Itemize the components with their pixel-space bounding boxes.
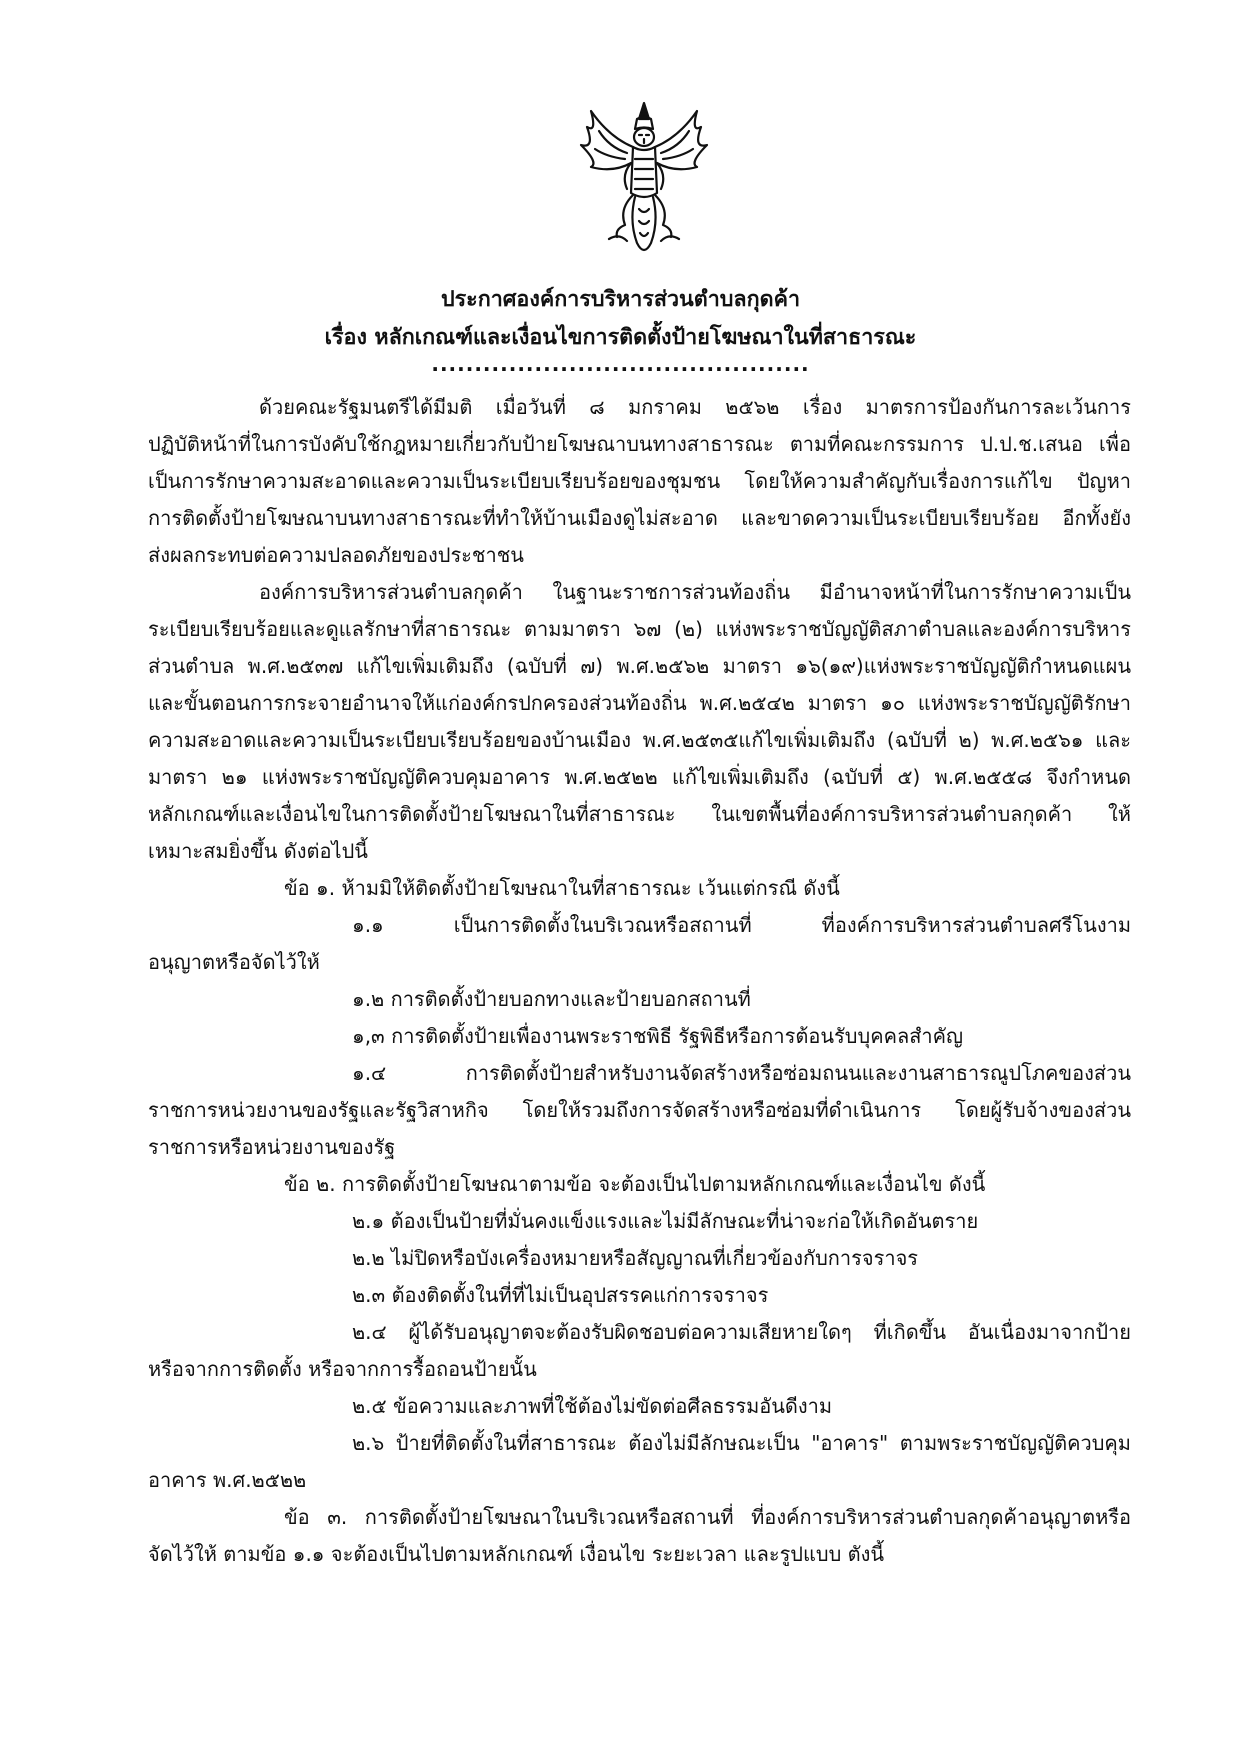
paragraph-line: ราชการหน่วยงานของรัฐและรัฐวิสาหกิจ โดยให้รวมถึงการจัดสร้างหรือซ่อมที่ดำเนินการ โดยผู้รับจ้างของส่วน (148, 1098, 1131, 1122)
paragraph-line: จัดไว้ให้ ตามข้อ ๑.๑ จะต้องเป็นไปตามหลักเกณฑ์ เงื่อนไข ระยะเวลา และรูปแบบ ตังนี้ (148, 1542, 885, 1566)
paragraph-line: ด้วยคณะรัฐมนตรีได้มีมติ เมื่อวันที่ ๘ มกราคม ๒๕๖๒ เรื่อง มาตรการป้องกันการละเว้นการ (259, 395, 1131, 419)
paragraph-line: ความสะอาดและความเป็นระเบียบเรียบร้อยของบ้านเมือง พ.ศ.๒๕๓๕แก้ไขเพิ่มเติมถึง (ฉบับที่ ๒) พ.ศ.๒๕๖๑ และ (148, 728, 1131, 752)
paragraph-line: ปฏิบัติหน้าที่ในการบังคับใช้กฎหมายเกี่ยวกับป้ายโฆษณาบนทางสาธารณะ ตามที่คณะกรรมการ ป.ป.ช.เสนอ เพื่อ (148, 432, 1131, 456)
clause-heading: ข้อ ๑. ห้ามมิให้ติดตั้งป้ายโฆษณาในที่สาธารณะ เว้นแต่กรณี ดังนี้ (284, 876, 840, 900)
sub-clause: ๑.๑ เป็นการติดตั้งในบริเวณหรือสถานที่ ที่องค์การบริหารส่วนตำบลศรีโนงาม (352, 913, 1131, 937)
sub-clause: ๒.๑ ต้องเป็นป้ายที่มั่นคงแข็งแรงและไม่มีลักษณะที่น่าจะก่อให้เกิดอันตราย (352, 1209, 979, 1233)
paragraph-line: เหมาะสมยิ่งขึ้น ดังต่อไปนี้ (148, 839, 368, 863)
sub-clause: ๑.๒ การติดตั้งป้ายบอกทางและป้ายบอกสถานที่ (352, 987, 751, 1011)
paragraph-line: ส่งผลกระทบต่อความปลอดภัยของประชาชน (148, 543, 524, 567)
sub-clause: ๒.๓ ต้องติดตั้งในที่ที่ไม่เป็นอุปสรรคแก่การจราจร (352, 1283, 769, 1307)
sub-clause: ๑.๔ การติดตั้งป้ายสำหรับงานจัดสร้างหรือซ่อมถนนและงานสาธารณูปโภคของส่วน (352, 1061, 1131, 1085)
paragraph-line: ราชการหรือหน่วยงานของรัฐ (148, 1135, 396, 1159)
sub-clause: ๑,๓ การติดตั้งป้ายเพื่องานพระราชพิธี รัฐพิธีหรือการต้อนรับบุคคลสำคัญ (352, 1024, 964, 1048)
sub-clause: ๒.๔ ผู้ได้รับอนุญาตจะต้องรับผิดชอบต่อความเสียหายใดๆ ที่เกิดขึ้น อันเนื่องมาจากป้าย (352, 1320, 1131, 1344)
announcement-title: ประกาศองค์การบริหารส่วนตำบลกุดค้า (440, 287, 801, 312)
paragraph-line: อนุญาตหรือจัดไว้ให้ (148, 950, 320, 974)
paragraph-line: ระเบียบเรียบร้อยและดูแลรักษาที่สาธารณะ ตามมาตรา ๖๗ (๒) แห่งพระราชบัญญัติสภาตำบลและองค์การบริหาร (148, 617, 1131, 641)
clause-heading: ข้อ ๒. การติดตั้งป้ายโฆษณาตามข้อ จะต้องเป็นไปตามหลักเกณฑ์และเงื่อนไข ดังนี้ (284, 1172, 986, 1196)
title-separator: ............................................ (431, 352, 810, 376)
sub-clause: ๒.๒ ไม่ปิดหรือบังเครื่องหมายหรือสัญญาณที่เกี่ยวข้องกับการจราจร (352, 1246, 919, 1270)
sub-clause: ๒.๖ ป้ายที่ติดตั้งในที่สาธารณะ ต้องไม่มีลักษณะเป็น "อาคาร" ตามพระราชบัญญัติควบคุม (352, 1431, 1131, 1455)
paragraph-line: ส่วนตำบล พ.ศ.๒๕๓๗ แก้ไขเพิ่มเติมถึง (ฉบับที่ ๗) พ.ศ.๒๕๖๒ มาตรา ๑๖(๑๙)แห่งพระราชบัญญัติกำหนดแผน (148, 654, 1131, 678)
paragraph-line: และขั้นตอนการกระจายอำนาจให้แก่องค์กรปกครองส่วนท้องถิ่น พ.ศ.๒๕๔๒ มาตรา ๑๐ แห่งพระราชบัญญัติรักษา (148, 691, 1131, 715)
paragraph-line: อาคาร พ.ศ.๒๕๒๒ (148, 1468, 307, 1492)
sub-clause: ๒.๕ ข้อความและภาพที่ใช้ต้องไม่ขัดต่อศีลธรรมอันดีงาม (352, 1394, 833, 1418)
garuda-emblem-icon (569, 97, 719, 261)
paragraph-line: มาตรา ๒๑ แห่งพระราชบัญญัติควบคุมอาคาร พ.ศ.๒๕๒๒ แก้ไขเพิ่มเติมถึง (ฉบับที่ ๕) พ.ศ.๒๕๕๘ จึงกำหนด (148, 765, 1131, 789)
paragraph-line: หลักเกณฑ์และเงื่อนไขในการติดตั้งป้ายโฆษณาในที่สาธารณะ ในเขตพื้นที่องค์การบริหารส่วนตำบลกุดค้า ให้ (148, 802, 1131, 826)
paragraph-line: เป็นการรักษาความสะอาดและความเป็นระเบียบเรียบร้อยของชุมชน โดยให้ความสำคัญกับเรื่องการแก้ไข ปัญหา (148, 469, 1131, 493)
clause-heading: ข้อ ๓. การติดตั้งป้ายโฆษณาในบริเวณหรือสถานที่ ที่องค์การบริหารส่วนตำบลกุดค้าอนุญาตหรือ (284, 1505, 1131, 1529)
paragraph-line: การติดตั้งป้ายโฆษณาบนทางสาธารณะที่ทำให้บ้านเมืองดูไม่สะอาด และขาดความเป็นระเบียบเรียบร้อย อีกทั้งยัง (148, 506, 1131, 530)
paragraph-line: หรือจากการติดตั้ง หรือจากการรื้อถอนป้ายนั้น (148, 1357, 537, 1381)
paragraph-line: องค์การบริหารส่วนตำบลกุดค้า ในฐานะราชการส่วนท้องถิ่น มีอำนาจหน้าที่ในการรักษาความเป็น (259, 580, 1131, 604)
announcement-subject: เรื่อง หลักเกณฑ์และเงื่อนไขการติดตั้งป้ายโฆษณาในที่สาธารณะ (324, 325, 917, 350)
